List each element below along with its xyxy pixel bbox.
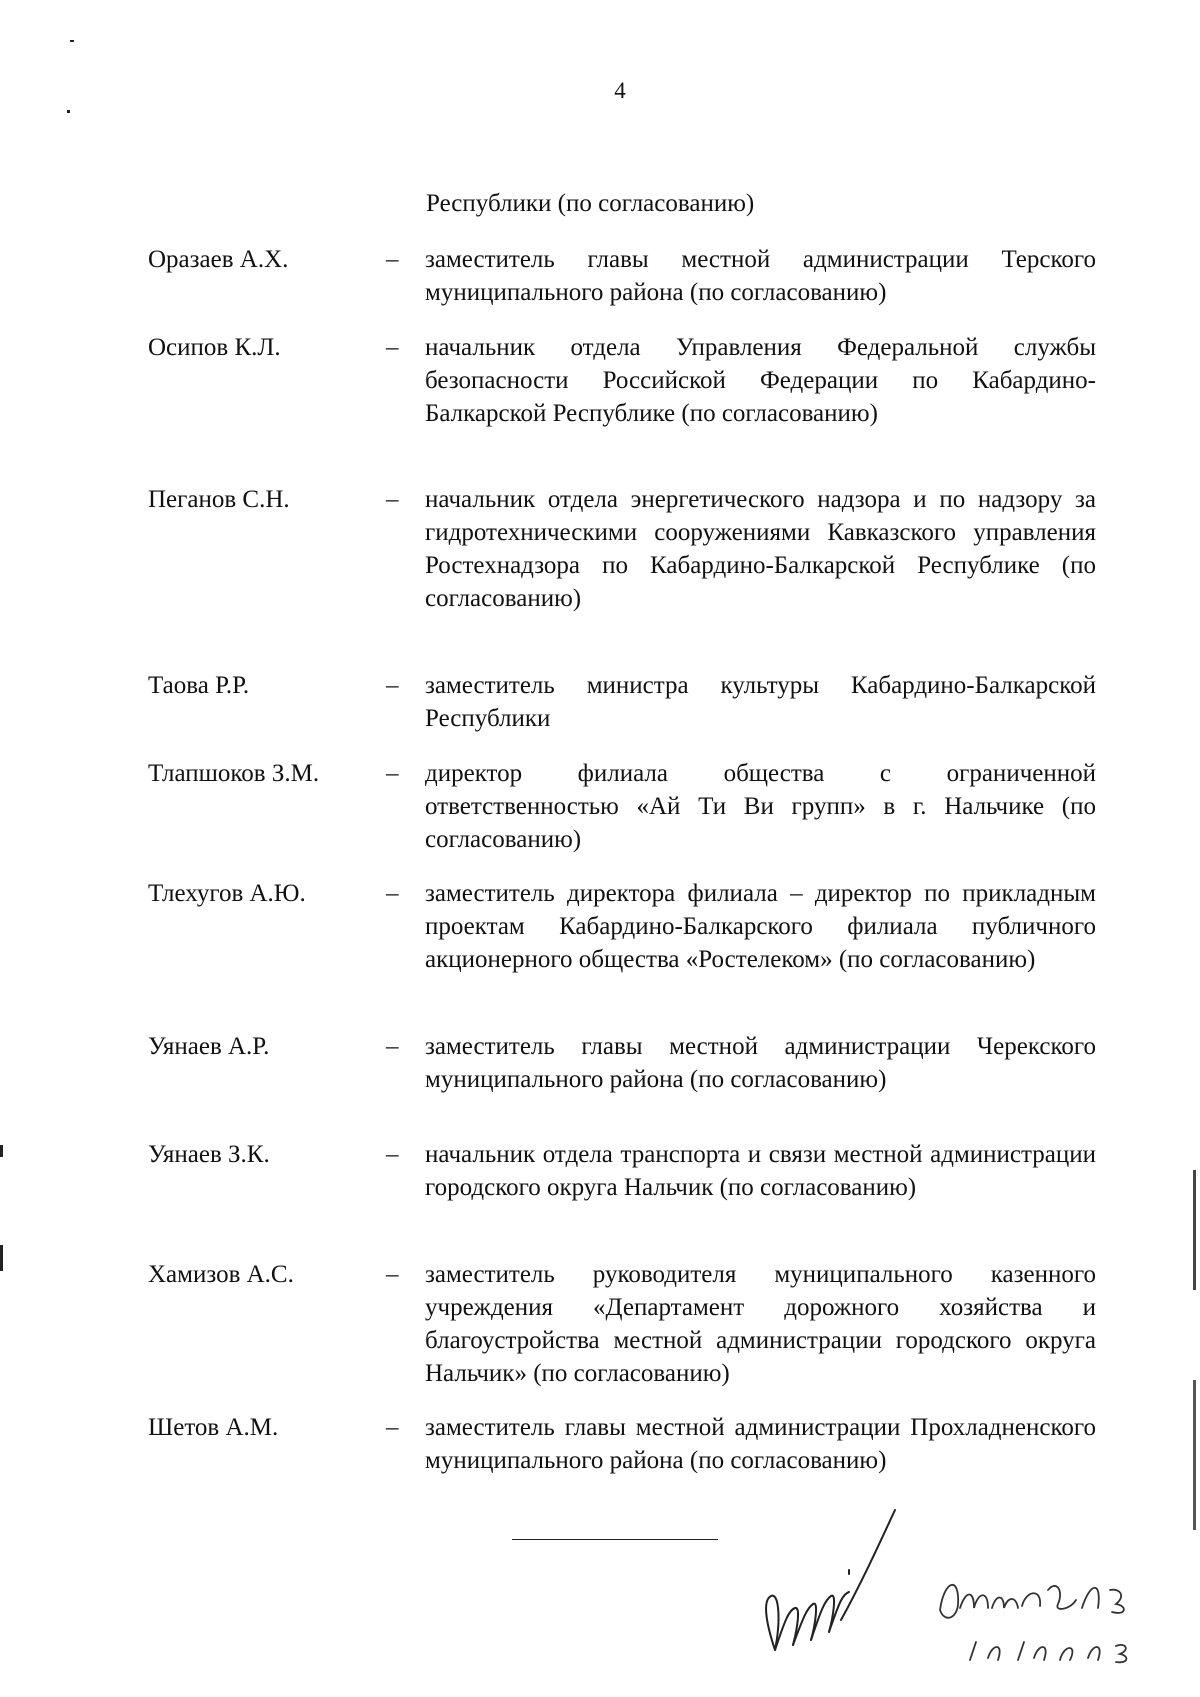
list-item — [140, 757, 1096, 877]
dash: – — [386, 486, 399, 513]
dash: – — [386, 1261, 399, 1288]
dash: – — [386, 1033, 399, 1060]
list-item — [140, 1411, 1096, 1521]
scan-artifact — [1193, 1170, 1196, 1290]
list-item — [140, 1258, 1096, 1411]
scan-artifact — [67, 110, 70, 113]
dash: – — [386, 334, 399, 361]
list-item — [140, 483, 1096, 669]
member-position: начальник отдела энергетического надзора и по надзору за гидротехническими сооружениями Кавказского управления Ростехнадзора по Кабардино-Балкарской Республике (по согласованию) — [425, 486, 1096, 612]
list-item — [140, 877, 1096, 1030]
member-position: заместитель главы местной администрации Прохладненского муниципального района (по согласованию) — [425, 1414, 1096, 1474]
page-number: 4 — [614, 78, 626, 103]
handwritten-note — [930, 1560, 1150, 1680]
dash: – — [386, 760, 399, 787]
member-position: начальник отдела транспорта и связи местной администрации городского округа Нальчик (по согласованию) — [425, 1141, 1096, 1201]
member-position: заместитель руководителя муниципального казенного учреждения «Департамент дорожного хозяйства и благоустройства местной администрации городского округа Нальчик» (по согласованию) — [425, 1261, 1096, 1387]
dash: – — [386, 672, 399, 699]
scan-artifact — [0, 1245, 3, 1271]
member-name: Тлехугов А.Ю. — [148, 880, 306, 907]
closing-rule — [512, 1539, 718, 1540]
dash: – — [386, 246, 399, 273]
dash: – — [386, 1141, 399, 1168]
member-list — [140, 243, 1096, 1521]
scan-artifact — [0, 1145, 3, 1157]
member-name: Уянаев А.Р. — [148, 1033, 270, 1060]
member-name: Пеганов С.Н. — [148, 486, 290, 513]
member-position: директор филиала общества с ограниченной ответственностью «Ай Ти Ви групп» в г. Нальчике (по согласованию) — [425, 760, 1096, 853]
member-position: заместитель директора филиала – директор по прикладным проектам Кабардино-Балкарского филиала публичного акционерного общества «Ростелеком» (по согласованию) — [425, 880, 1096, 973]
member-position: начальник отдела Управления Федеральной службы безопасности Российской Федерации по Кабардино-Балкарской Республике (по согласованию) — [425, 334, 1096, 427]
member-name: Уянаев З.К. — [148, 1141, 270, 1168]
dash: – — [386, 880, 399, 907]
list-item — [140, 1030, 1096, 1138]
scan-artifact — [70, 40, 74, 42]
member-position: заместитель главы местной администрации Терского муниципального района (по согласованию) — [425, 246, 1096, 306]
member-name: Оразаев А.Х. — [148, 246, 289, 273]
member-position: заместитель министра культуры Кабардино-Балкарской Республики — [425, 672, 1096, 732]
member-name: Шетов А.М. — [148, 1414, 279, 1441]
member-name: Осипов К.Л. — [148, 334, 281, 361]
list-item — [140, 243, 1096, 331]
member-name: Тлапшоков З.М. — [148, 760, 320, 787]
dash: – — [386, 1414, 399, 1441]
member-position: заместитель главы местной администрации Черекского муниципального района (по согласованию) — [425, 1033, 1096, 1093]
list-item — [140, 1138, 1096, 1258]
member-name: Хамизов А.С. — [148, 1261, 294, 1288]
signature-icon — [745, 1500, 925, 1680]
continuation-text: Республики (по согласованию) — [426, 190, 755, 217]
list-item — [140, 331, 1096, 483]
list-item — [140, 669, 1096, 757]
member-name: Таова Р.Р. — [148, 672, 250, 699]
scan-artifact — [1193, 1380, 1196, 1530]
